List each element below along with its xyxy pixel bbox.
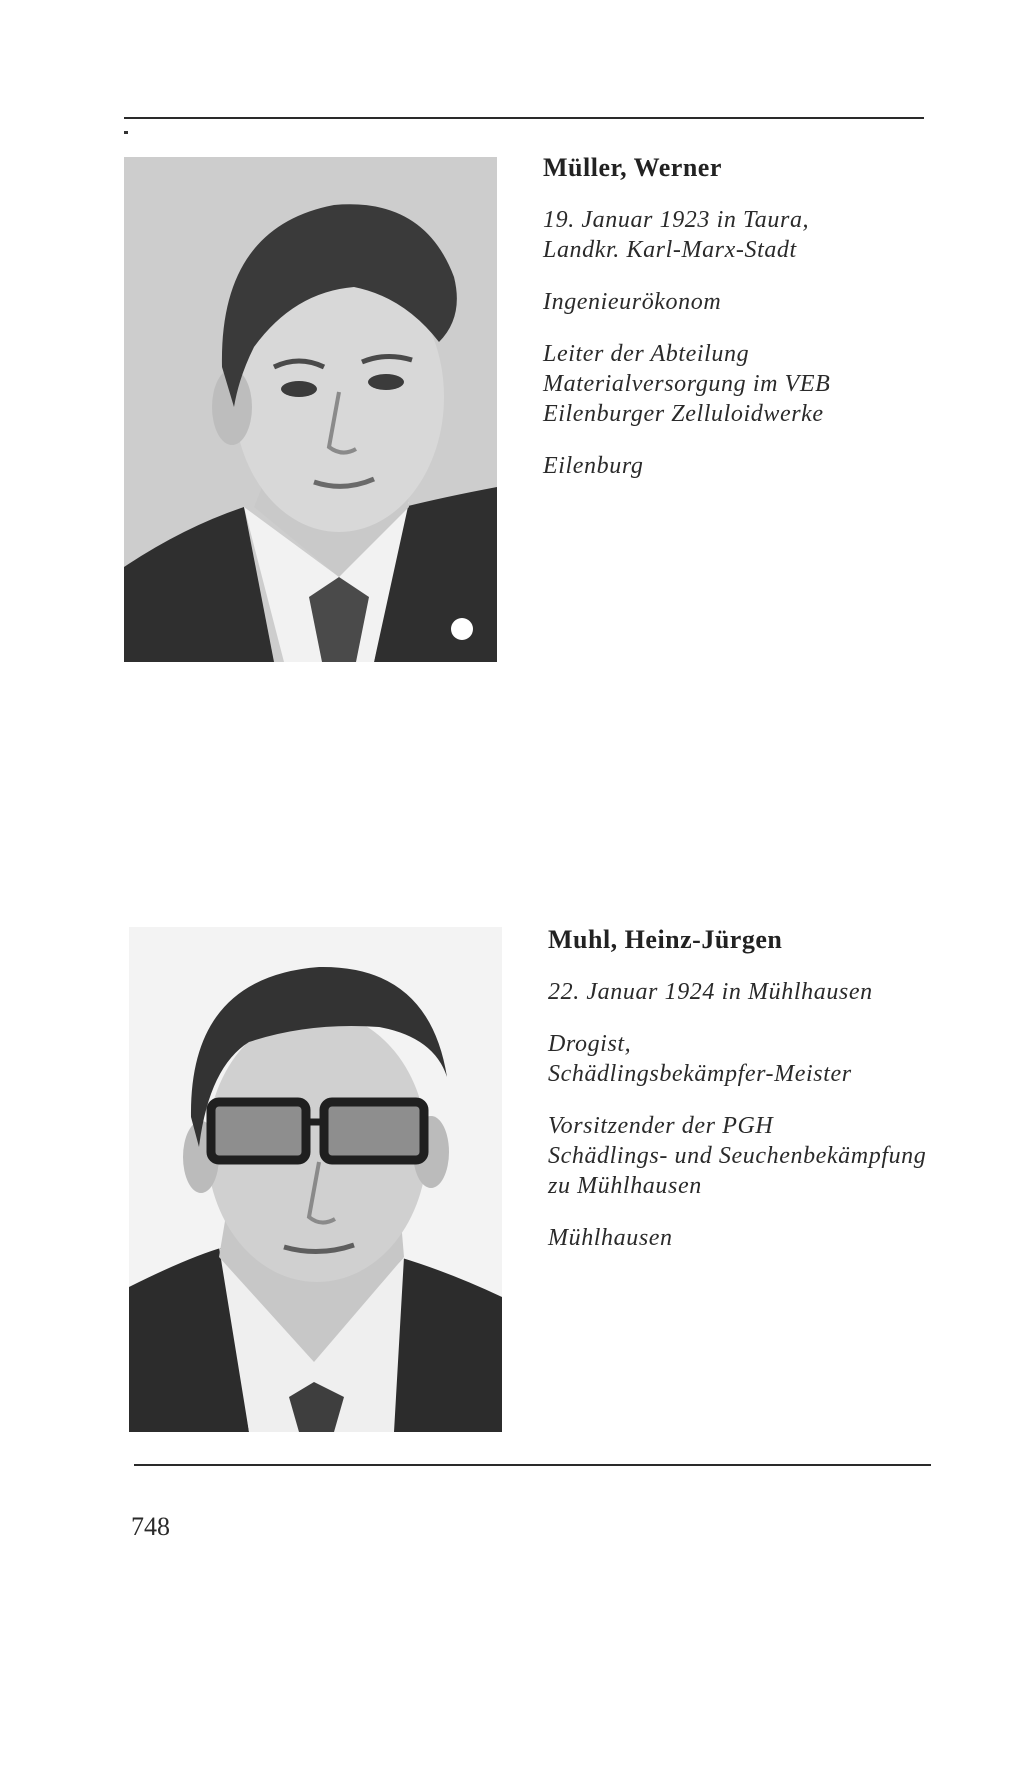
residence-line: Eilenburg [543, 453, 644, 479]
margin-mark [124, 131, 128, 134]
portrait-photo-muhl [129, 927, 502, 1432]
entry-muller-werner [543, 153, 830, 481]
birth-line: 19. Januar 1923 in Taura, [543, 207, 810, 233]
portrait-photo-muller [124, 157, 497, 662]
page-number: 748 [131, 1512, 170, 1541]
birth-line: Landkr. Karl-Marx-Stadt [543, 237, 797, 263]
position-line: Schädlings- und Seuchenbekämpfung [548, 1143, 927, 1169]
profession-line: Schädlingsbekämpfer-Meister [548, 1061, 852, 1087]
profession-line: Ingenieurökonom [543, 289, 722, 315]
top-rule [124, 117, 924, 119]
profession-line: Drogist, [548, 1031, 632, 1057]
position-line: zu Mühlhausen [548, 1173, 702, 1199]
birth-line: 22. Januar 1924 in Mühlhausen [548, 979, 873, 1005]
person-name: Muhl, Heinz-Jürgen [548, 925, 783, 954]
position-line: Vorsitzender der PGH [548, 1113, 774, 1139]
person-name: Müller, Werner [543, 153, 722, 182]
position-line: Leiter der Abteilung [543, 341, 750, 367]
residence-line: Mühlhausen [548, 1225, 673, 1251]
position-line: Materialversorgung im VEB [543, 371, 831, 397]
position-line: Eilenburger Zelluloidwerke [543, 401, 824, 427]
bottom-rule [134, 1464, 931, 1466]
entry-muhl-heinz-jurgen [548, 925, 926, 1253]
